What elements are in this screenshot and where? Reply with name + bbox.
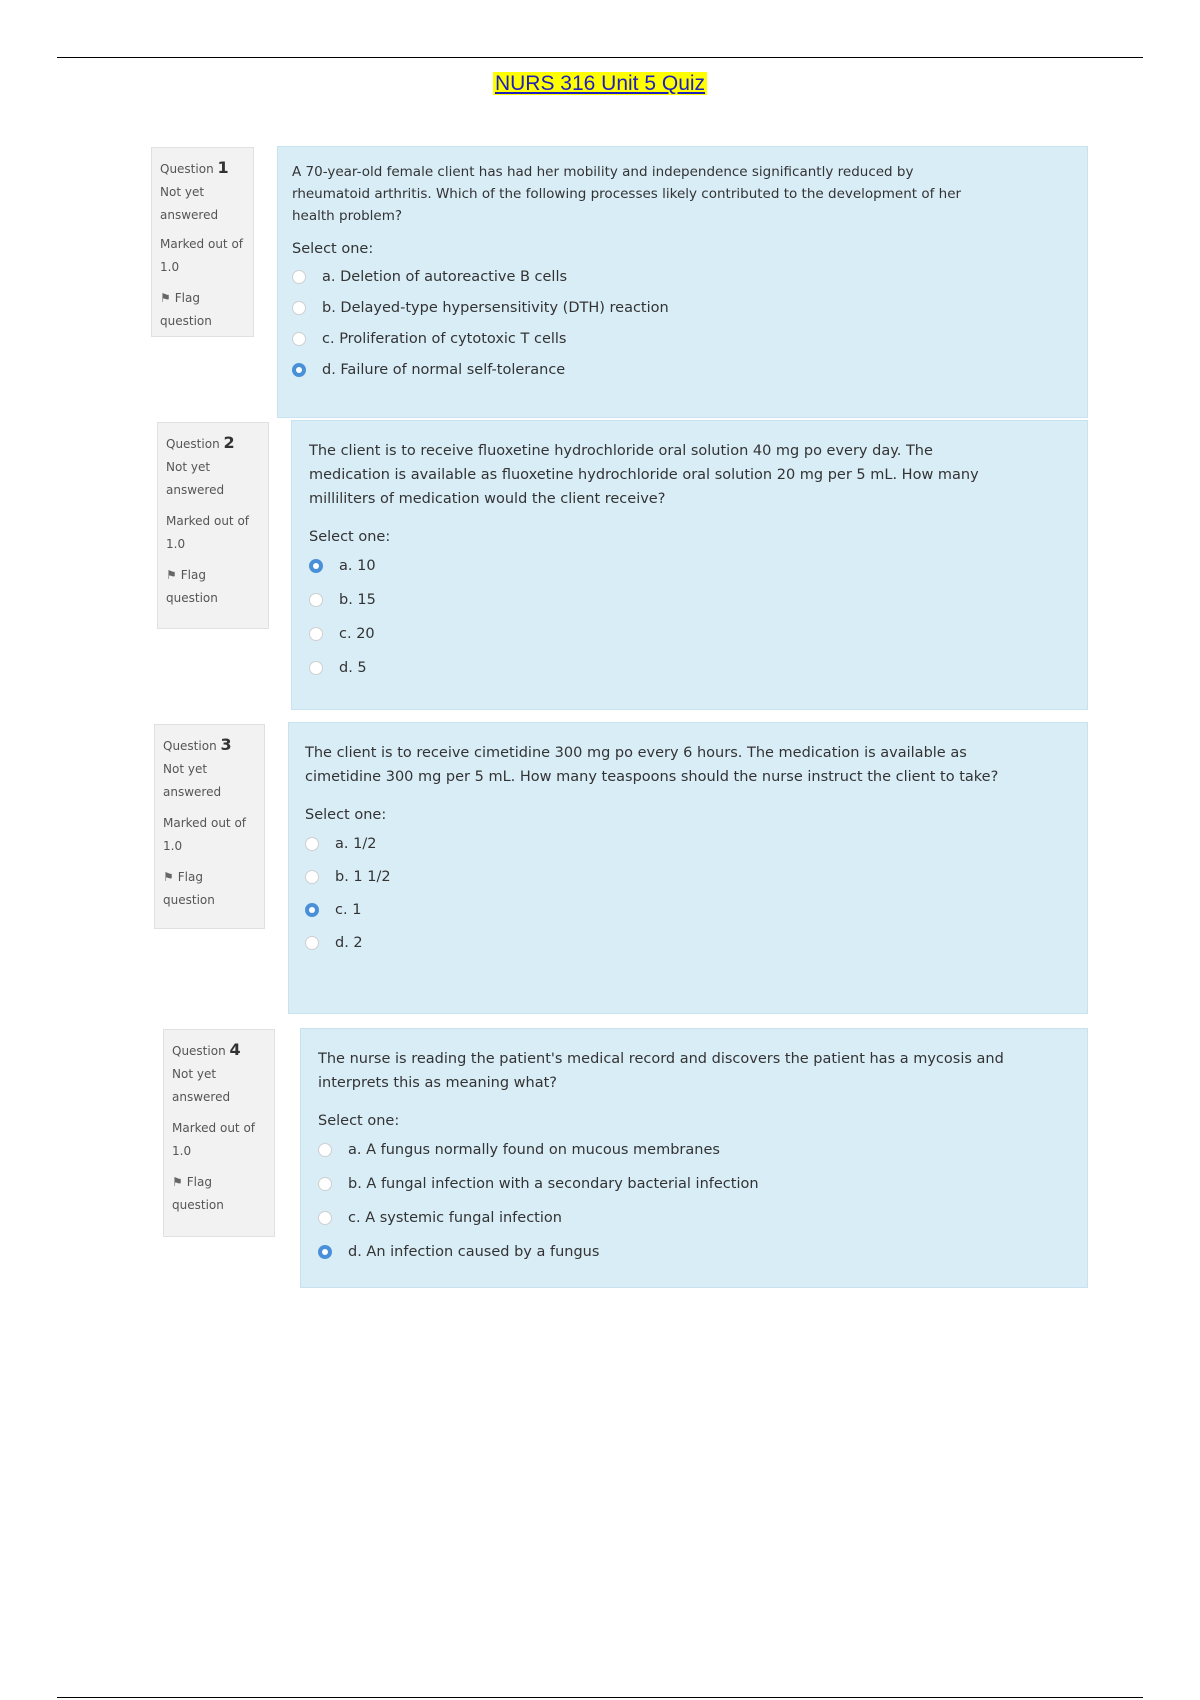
flag-label-2: question xyxy=(160,314,212,328)
flag-icon: ⚑ xyxy=(172,1175,183,1189)
answer-option[interactable] xyxy=(305,827,1071,860)
question-content-1 xyxy=(277,146,1088,418)
marks-line-2: 1.0 xyxy=(163,839,183,853)
status-line-1: Not yet xyxy=(166,460,211,474)
select-one-prompt: Select one: xyxy=(292,241,374,257)
answer-option[interactable] xyxy=(305,926,1071,959)
question-number: 1 xyxy=(217,158,229,177)
flag-label-2: question xyxy=(166,591,218,605)
question-text: A 70-year-old female client has had her mobility and independence significantly reduced by rheumatoid arthritis. Which of the following processes likely contributed to the development of her health problem? xyxy=(292,164,962,224)
top-rule xyxy=(57,57,1143,58)
flag-label: Flag xyxy=(180,568,206,582)
flag-icon: ⚑ xyxy=(166,568,177,582)
radio-icon[interactable] xyxy=(305,936,319,950)
document-title xyxy=(0,72,1200,96)
radio-selected-icon[interactable] xyxy=(292,363,306,377)
answer-option[interactable] xyxy=(292,292,1073,323)
question-label: Question xyxy=(163,739,217,753)
question-number: 2 xyxy=(223,433,235,452)
question-label: Question xyxy=(172,1044,226,1058)
radio-icon[interactable] xyxy=(318,1143,332,1157)
marks-line-2: 1.0 xyxy=(160,260,180,274)
status-line-2: answered xyxy=(160,208,219,222)
marks-line-1: Marked out of xyxy=(160,237,244,251)
question-content-2 xyxy=(291,420,1088,710)
flag-question-link[interactable] xyxy=(160,287,245,310)
flag-label: Flag xyxy=(186,1175,212,1189)
answer-option[interactable] xyxy=(309,549,1070,583)
bottom-rule xyxy=(57,1697,1143,1698)
question-text: The client is to receive cimetidine 300 mg po every 6 hours. The medication is available as cimetidine 300 mg per 5 mL. How many teaspoons should the nurse instruct the client to take? xyxy=(305,745,999,785)
answer-label: c. A systemic fungal infection xyxy=(348,1210,562,1226)
answer-option[interactable] xyxy=(309,617,1070,651)
answer-option[interactable] xyxy=(318,1167,1070,1201)
answer-label: b. A fungal infection with a secondary bacterial infection xyxy=(348,1176,759,1192)
question-label: Question xyxy=(160,162,214,176)
marks-line-1: Marked out of xyxy=(166,514,250,528)
status-line-1: Not yet xyxy=(160,185,205,199)
answer-option[interactable] xyxy=(309,651,1070,685)
select-one-prompt: Select one: xyxy=(305,807,387,823)
question-number: 3 xyxy=(220,735,232,754)
flag-label-2: question xyxy=(172,1198,224,1212)
marks-line-2: 1.0 xyxy=(166,537,186,551)
radio-selected-icon[interactable] xyxy=(309,559,323,573)
status-line-2: answered xyxy=(166,483,225,497)
answer-label: a. A fungus normally found on mucous membranes xyxy=(348,1142,720,1158)
answer-label: d. 2 xyxy=(335,934,363,951)
answer-list xyxy=(305,827,1071,959)
flag-label: Flag xyxy=(174,291,200,305)
flag-question-link[interactable] xyxy=(172,1171,266,1194)
flag-icon: ⚑ xyxy=(160,291,171,305)
status-line-1: Not yet xyxy=(172,1067,217,1081)
radio-icon[interactable] xyxy=(309,661,323,675)
radio-icon[interactable] xyxy=(292,301,306,315)
marks-line-1: Marked out of xyxy=(172,1121,256,1135)
document-title-text: NURS 316 Unit 5 Quiz xyxy=(494,72,706,95)
answer-option[interactable] xyxy=(305,860,1071,893)
status-line-1: Not yet xyxy=(163,762,208,776)
answer-label: d. An infection caused by a fungus xyxy=(348,1244,600,1260)
flag-label: Flag xyxy=(177,870,203,884)
flag-icon: ⚑ xyxy=(163,870,174,884)
marks-line-2: 1.0 xyxy=(172,1144,192,1158)
status-line-2: answered xyxy=(163,785,222,799)
answer-option[interactable] xyxy=(318,1235,1070,1269)
answer-label: b. 1 1/2 xyxy=(335,868,391,885)
question-info-2 xyxy=(157,422,269,629)
answer-label: c. Proliferation of cytotoxic T cells xyxy=(322,330,567,347)
radio-icon[interactable] xyxy=(305,837,319,851)
answer-option[interactable] xyxy=(318,1201,1070,1235)
question-number: 4 xyxy=(229,1040,241,1059)
answer-label: b. 15 xyxy=(339,592,376,608)
radio-icon[interactable] xyxy=(292,270,306,284)
radio-icon[interactable] xyxy=(309,593,323,607)
question-label: Question xyxy=(166,437,220,451)
radio-selected-icon[interactable] xyxy=(305,903,319,917)
radio-icon[interactable] xyxy=(305,870,319,884)
question-content-4 xyxy=(300,1028,1088,1288)
answer-label: a. 10 xyxy=(339,558,376,574)
answer-label: b. Delayed-type hypersensitivity (DTH) reaction xyxy=(322,299,669,316)
radio-selected-icon[interactable] xyxy=(318,1245,332,1259)
answer-label: d. 5 xyxy=(339,660,367,676)
answer-label: c. 20 xyxy=(339,626,375,642)
answer-label: a. Deletion of autoreactive B cells xyxy=(322,268,568,285)
question-info-1 xyxy=(151,147,254,337)
question-text: The client is to receive fluoxetine hydrochloride oral solution 40 mg po every day. The medication is available as fluoxetine hydrochloride oral solution 20 mg per 5 mL. How many milliliters of medication would the client receive? xyxy=(309,443,979,507)
answer-label: d. Failure of normal self-tolerance xyxy=(322,361,566,378)
question-info-4 xyxy=(163,1029,275,1237)
select-one-prompt: Select one: xyxy=(309,529,391,545)
radio-icon[interactable] xyxy=(292,332,306,346)
question-info-3 xyxy=(154,724,265,929)
answer-label: c. 1 xyxy=(335,901,362,918)
radio-icon[interactable] xyxy=(318,1177,332,1191)
answer-list xyxy=(292,261,1073,385)
select-one-prompt: Select one: xyxy=(318,1113,400,1129)
answer-list xyxy=(309,549,1070,685)
status-line-2: answered xyxy=(172,1090,231,1104)
question-content-3 xyxy=(288,722,1088,1014)
question-text: The nurse is reading the patient's medical record and discovers the patient has a mycosis and interprets this as meaning what? xyxy=(318,1051,1004,1091)
flag-question-link[interactable] xyxy=(163,866,256,889)
answer-label: a. 1/2 xyxy=(335,835,377,852)
marks-line-1: Marked out of xyxy=(163,816,247,830)
answer-option[interactable] xyxy=(292,261,1073,292)
radio-icon[interactable] xyxy=(309,627,323,641)
answer-option[interactable] xyxy=(318,1133,1070,1167)
answer-list xyxy=(318,1133,1070,1269)
flag-label-2: question xyxy=(163,893,215,907)
answer-option[interactable] xyxy=(309,583,1070,617)
radio-icon[interactable] xyxy=(318,1211,332,1225)
answer-option[interactable] xyxy=(305,893,1071,926)
answer-option[interactable] xyxy=(292,323,1073,354)
answer-option[interactable] xyxy=(292,354,1073,385)
flag-question-link[interactable] xyxy=(166,564,260,587)
